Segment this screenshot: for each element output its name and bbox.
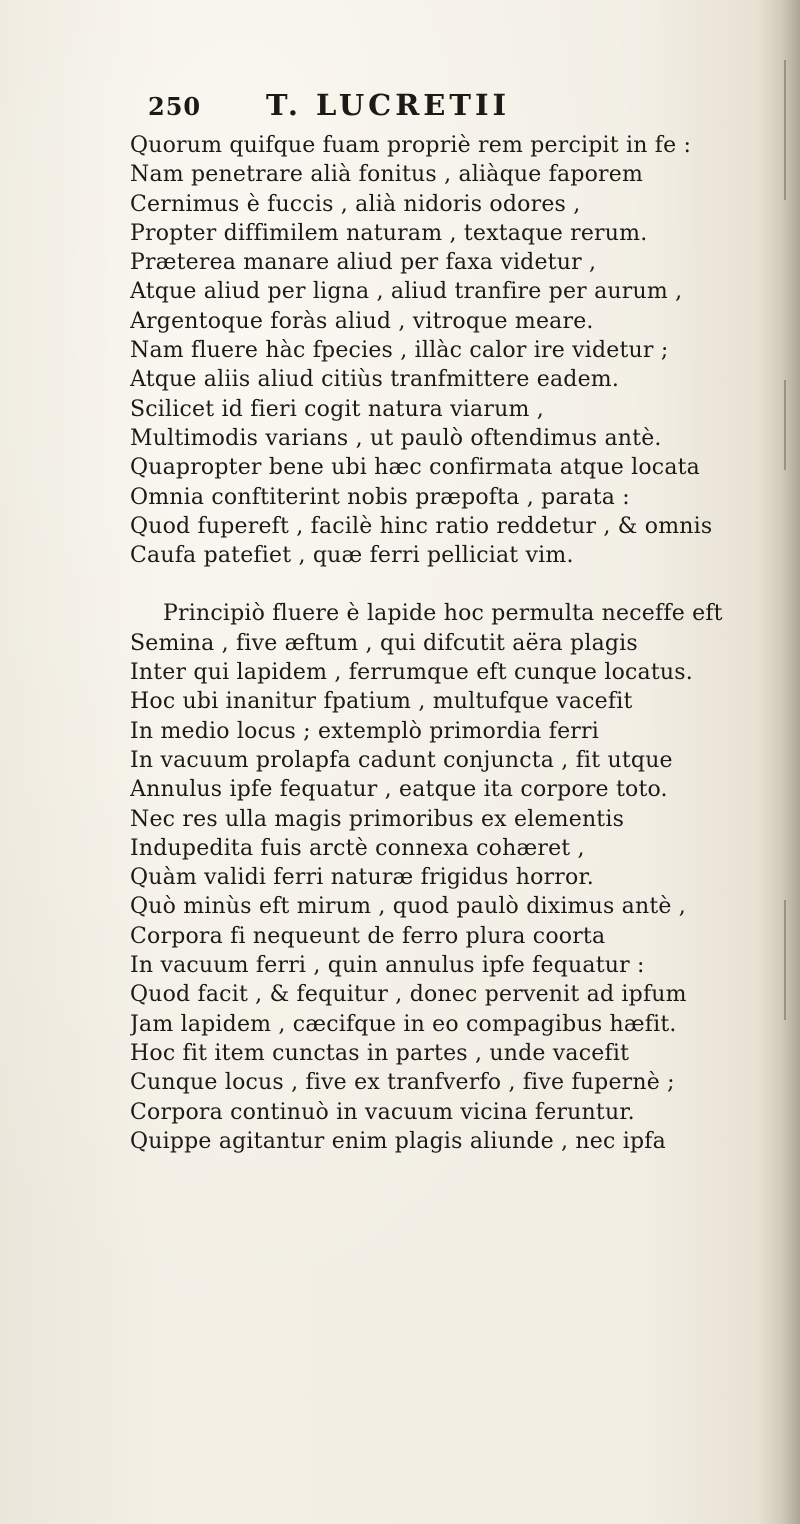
verse-line: Quapropter bene ubi hæc confirmata atque locata (130, 455, 701, 481)
verse-line: Hoc fit item cunctas in partes , unde vacefit (130, 1040, 630, 1066)
verse-line: Nam penetrare alià fonitus , aliàque faporem (130, 162, 644, 188)
verse-line: Atque aliud per ligna , aliud tranfire per aurum , (130, 279, 683, 305)
verse-line: Semina , five æftum , qui difcutit aëra plagis (130, 630, 638, 656)
verse-line: Hoc ubi inanitur fpatium , multufque vacefit (130, 689, 633, 715)
verse-line: Quippe agitantur enim plagis aliunde , nec ipfa (130, 1128, 666, 1154)
verse-line: Annulus ipfe fequatur , eatque ita corpore toto. (130, 777, 668, 803)
page-edge-mark (784, 60, 786, 200)
verse-line: Quorum quifque fuam propriè rem percipit in fe : (130, 133, 692, 158)
page-number: 250 (148, 92, 202, 121)
stanza-break (130, 570, 775, 599)
verse-line: Omnia conftiterint nobis præpofta , parata : (130, 484, 630, 510)
verse-line: Propter diffimilem naturam , textaque rerum. (130, 220, 648, 246)
verse-text (130, 131, 775, 1156)
verse-line: Multimodis varians , ut paulò oftendimus antè. (130, 425, 662, 451)
verse-line: Scilicet id fieri cogit natura viarum , (130, 396, 544, 422)
verse-line: Nam fluere hàc fpecies , illàc calor ire videtur ; (130, 338, 669, 364)
page-edge-mark (784, 900, 786, 1020)
verse-line: Quod facit , & fequitur , donec pervenit ad ipfum (130, 982, 687, 1008)
verse-line: Caufa patefiet , quæ ferri pelliciat vim. (130, 543, 574, 569)
verse-line: Jam lapidem , cæcifque in eo compagibus hæfit. (130, 1011, 677, 1037)
verse-line: Corpora fi nequeunt de ferro plura coorta (130, 923, 606, 949)
verse-line: Quò minùs eft mirum , quod paulò diximus antè , (130, 894, 687, 920)
verse-line: Cunque locus , five ex tranfverfo , five fupernè ; (130, 1070, 675, 1096)
verse-line-indented: Principiò fluere è lapide hoc permulta neceffe eft (163, 601, 723, 627)
verse-line: In vacuum ferri , quin annulus ipfe fequatur : (130, 953, 645, 979)
page-edge-mark (784, 380, 786, 470)
verse-line: Quod fupereft , facilè hinc ratio reddetur , & omnis (130, 513, 713, 539)
page-header (148, 88, 708, 124)
stanza-2 (130, 599, 775, 1156)
verse-line: Inter qui lapidem , ferrumque eft cunque locatus. (130, 660, 693, 686)
verse-line: Cernimus è fuccis , alià nidoris odores , (130, 191, 581, 217)
verse-line: Indupedita fuis arctè connexa cohæret , (130, 835, 585, 861)
verse-line: Argentoque foràs aliud , vitroque meare. (130, 308, 594, 334)
verse-line: In vacuum prolapfa cadunt conjuncta , fit utque (130, 747, 673, 773)
verse-line: Nec res ulla magis primoribus ex elementis (130, 806, 625, 832)
running-title: T. LUCRETII (266, 88, 511, 122)
verse-line: Quàm validi ferri naturæ frigidus horror. (130, 865, 594, 891)
verse-line: Atque aliis aliud citiùs tranfmittere eadem. (130, 367, 620, 393)
verse-line: Præterea manare aliud per faxa videtur , (130, 250, 597, 276)
verse-line: Corpora continuò in vacuum vicina feruntur. (130, 1099, 635, 1125)
stanza-1 (130, 131, 775, 570)
verse-line: In medio locus ; extemplò primordia ferri (130, 718, 599, 744)
